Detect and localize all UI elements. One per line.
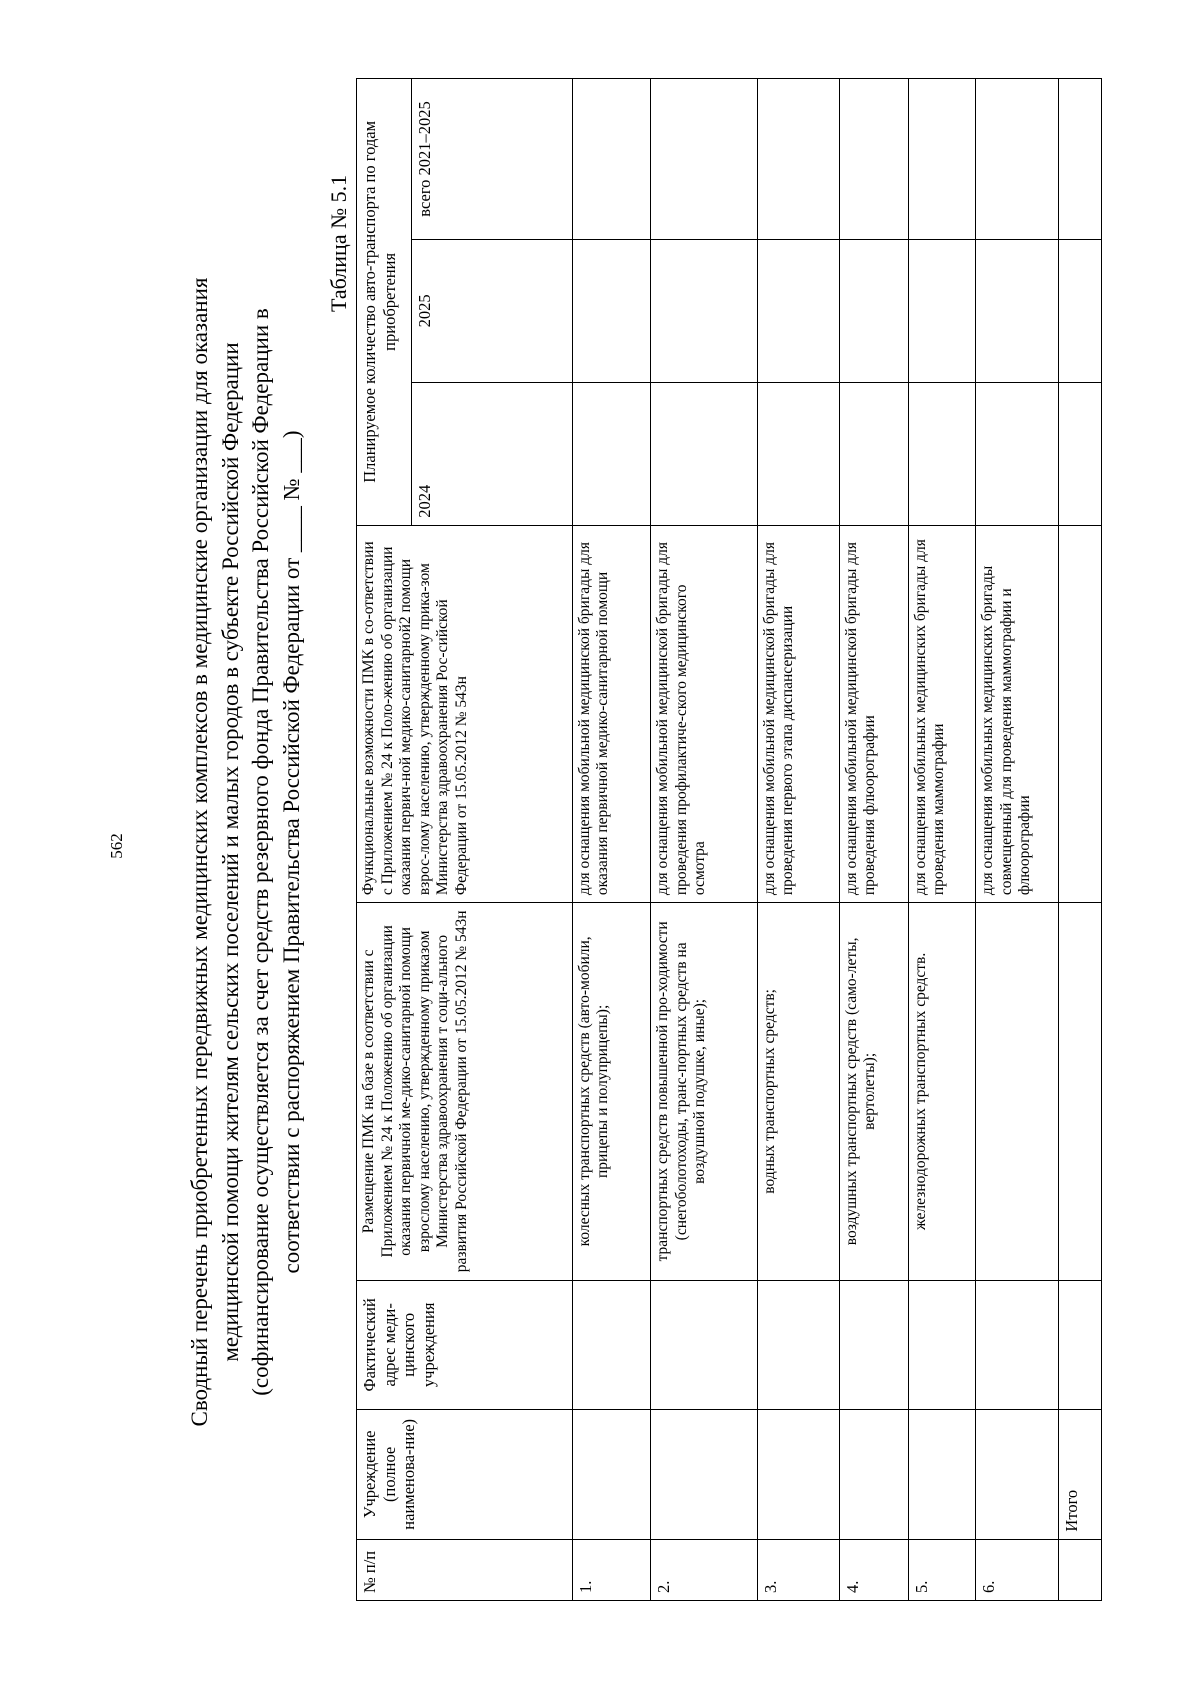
row-2024 [839,382,908,525]
row-functions: для оснащения мобильной медицинской бригады для проведения профилактиче-ского медицинского осмотра [651,525,758,902]
document-title [185,122,307,1582]
row-2024 [908,382,976,525]
row-address [839,1280,908,1410]
row-num: 4. [839,1539,908,1600]
total-placement [1059,903,1102,1280]
row-num: 6. [976,1539,1059,1600]
row-address [651,1280,758,1410]
row-placement: железнодорожных транспортных средств. [908,903,976,1280]
title-line: Сводный перечень приобретенных передвижных медицинских комплексов в медицинские организации для оказания [187,277,212,1427]
total-label: Итого [1059,1410,1102,1540]
table-row [839,79,908,1601]
row-total [908,79,976,240]
row-address [757,1280,839,1410]
total-total [1059,79,1102,240]
title-line: (софинансирование осуществляется за счет средств резервного фонда Правительства Российской Федерации в [248,308,273,1396]
row-total [651,79,758,240]
row-total [839,79,908,240]
row-num: 1. [572,1539,650,1600]
row-2025 [651,239,758,382]
row-placement: водных транспортных средств; [757,903,839,1280]
row-2024 [651,382,758,525]
row-2025 [839,239,908,382]
table-name: Таблица № 5.1 [326,174,351,312]
table-row [908,79,976,1601]
total-2024 [1059,382,1102,525]
summary-table [356,78,1102,1601]
row-2024 [757,382,839,525]
total-2025 [1059,239,1102,382]
header-address: Фактический адрес меди-цинского учреждения [357,1280,573,1410]
row-2025 [976,239,1059,382]
title-line: медицинской помощи жителям сельских поселений и малых городов в субъекте Российской Федерации [217,342,243,1362]
row-address [976,1280,1059,1410]
row-2024 [572,382,650,525]
page-number: 562 [107,833,126,859]
row-total [757,79,839,240]
row-total [572,79,650,240]
row-num: 2. [651,1539,758,1600]
title-line: соответствии с распоряжением Правительства Российской Федерации от ____ № ___) [278,430,304,1274]
total-address [1059,1280,1102,1410]
header-placement: Размещение ПМК на базе в соответствии с Приложением № 24 к Положению об организации оказания первичной ме-дико-санитарной помощи взрослому населению, утвержденному приказом Министерства здравоохранения т соци-ального развития Российской Федерации от 15.05.2012 № 543н [357,903,573,1280]
row-functions: для оснащения мобильной медицинской бригады для оказания первичной медико-санитарной помощи [572,525,650,902]
row-institution [908,1410,976,1540]
row-functions: для оснащения мобильной медицинской бригады для проведения первого этапа диспансеризации [757,525,839,902]
row-placement: воздушных транспортных средств (само-леты, вертолеты); [839,903,908,1280]
header-functions: Функциональные возможности ПМК в со-ответствии с Приложением № 24 к Поло-жению об организации оказания первич-ной медико-санитарной2 помощи взрос-лому населению, утвержденному прика-зом Министерства здравоохранения Рос-сийской Федерации от 15.05.2012 № 543н [357,525,573,902]
row-functions: для оснащения мобильных медицинских бригады совмещенный для проведения маммографии и флюорографии [976,525,1059,902]
header-num: № п/п [357,1539,573,1600]
row-institution [976,1410,1059,1540]
row-2025 [757,239,839,382]
row-num: 3. [757,1539,839,1600]
row-institution [572,1410,650,1540]
row-placement [976,903,1059,1280]
total-functions [1059,525,1102,902]
table-row [757,79,839,1601]
row-address [572,1280,650,1410]
row-2025 [572,239,650,382]
row-address [908,1280,976,1410]
row-functions: для оснащения мобильной медицинской бригады для проведения флюорографии [839,525,908,902]
row-institution [839,1410,908,1540]
table-row [651,79,758,1601]
row-placement: колесных транспортных средств (авто-мобили, прицепы и полуприцепы); [572,903,650,1280]
row-num: 5. [908,1539,976,1600]
header-institution: Учреждение (полное наименова-ние) [357,1410,573,1540]
row-functions: для оснащения мобильных медицинских бригады для проведения маммографии [908,525,976,902]
row-2025 [908,239,976,382]
table-row [572,79,650,1601]
row-placement: транспортных средств повышенной про-ходимости (снегоболотоходы, транс-портных средств на воздушной подушке, иные); [651,903,758,1280]
row-total [976,79,1059,240]
header-year-2025: 2025 [411,239,572,382]
row-2024 [976,382,1059,525]
header-year-2024: 2024 [411,382,572,525]
total-num [1059,1539,1102,1600]
table-row [976,79,1059,1601]
total-row [1059,79,1102,1601]
row-institution [651,1410,758,1540]
header-total-years: всего 2021–2025 [411,79,572,240]
row-institution [757,1410,839,1540]
header-planned: Планируемое количество авто-транспорта по годам приобретения [357,79,412,526]
